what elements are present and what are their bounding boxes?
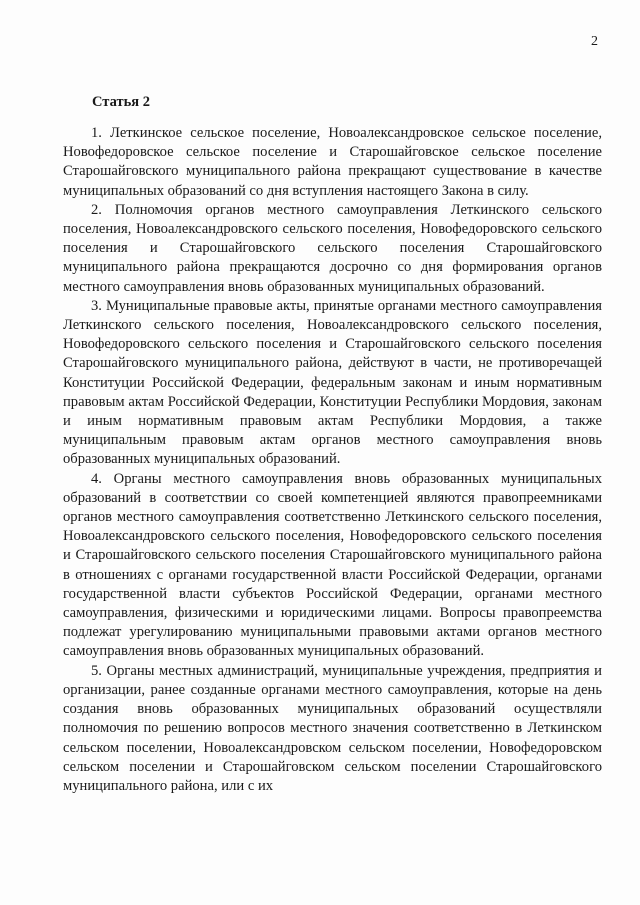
paragraph-4: 4. Органы местного самоуправления вновь образованных муниципальных образований в соответствии со своей компетенцией являются правопреемниками органов местного самоуправления соответственно Леткинского сельского поселения, Новоалександровского сельского поселения, Новофедоровского сельского поселения и Старошайговского сельского поселения Старошайговского муниципального района в отношениях с органами государственной власти Российской Федерации, органами государственной власти субъектов Российской Федерации, органами местного самоуправления, физическими и юридическими лицами. Вопросы правопреемства подлежат урегулированию муниципальными правовыми актами органов местного самоуправления вновь образованных муниципальных образований.	[63, 470, 602, 660]
paragraph-5: 5. Органы местных администраций, муниципальные учреждения, предприятия и организации, ранее созданные органами местного самоуправления, которые на день создания вновь образованных муниципальных образований осуществляли полномочия по решению вопросов местного значения соответственно в Леткинском сельском поселении, Новоалександровском сельском поселении, Новофедоровском сельском поселении и Старошайговском сельском поселении Старошайговского муниципального района, или с их	[63, 662, 602, 794]
paragraph-1: 1. Леткинское сельское поселение, Новоалександровское сельское поселение, Новофедоровское сельское поселение и Старошайговское сельское поселение Старошайговского муниципального района прекращают существование в качестве муниципальных образований со дня вступления настоящего Закона в силу.	[63, 125, 602, 199]
article-title: Статья 2	[92, 94, 150, 110]
paragraph-2: 2. Полномочия органов местного самоуправления Леткинского сельского поселения, Новоалександровского сельского поселения, Новофедоровского сельского поселения и Старошайговского сельского поселения Старошайговского муниципального района прекращаются досрочно со дня формирования органов местного самоуправления вновь образованных муниципальных образований.	[63, 201, 602, 295]
page-number: 2	[591, 34, 598, 49]
paragraph-3: 3. Муниципальные правовые акты, принятые органами местного самоуправления Леткинского сельского поселения, Новоалександровского сельского поселения, Новофедоровского сельского поселения и Старошайговского сельского поселения Старошайговского муниципального района, действуют в части, не противоречащей Конституции Российской Федерации, федеральным законам и иным нормативным правовым актам Российской Федерации, Конституции Республики Мордовия, законам и иным нормативным правовым актам Республики Мордовия, а также муниципальным правовым актам органов местного самоуправления вновь образованных муниципальных образований.	[63, 297, 602, 468]
article-body	[63, 124, 602, 796]
